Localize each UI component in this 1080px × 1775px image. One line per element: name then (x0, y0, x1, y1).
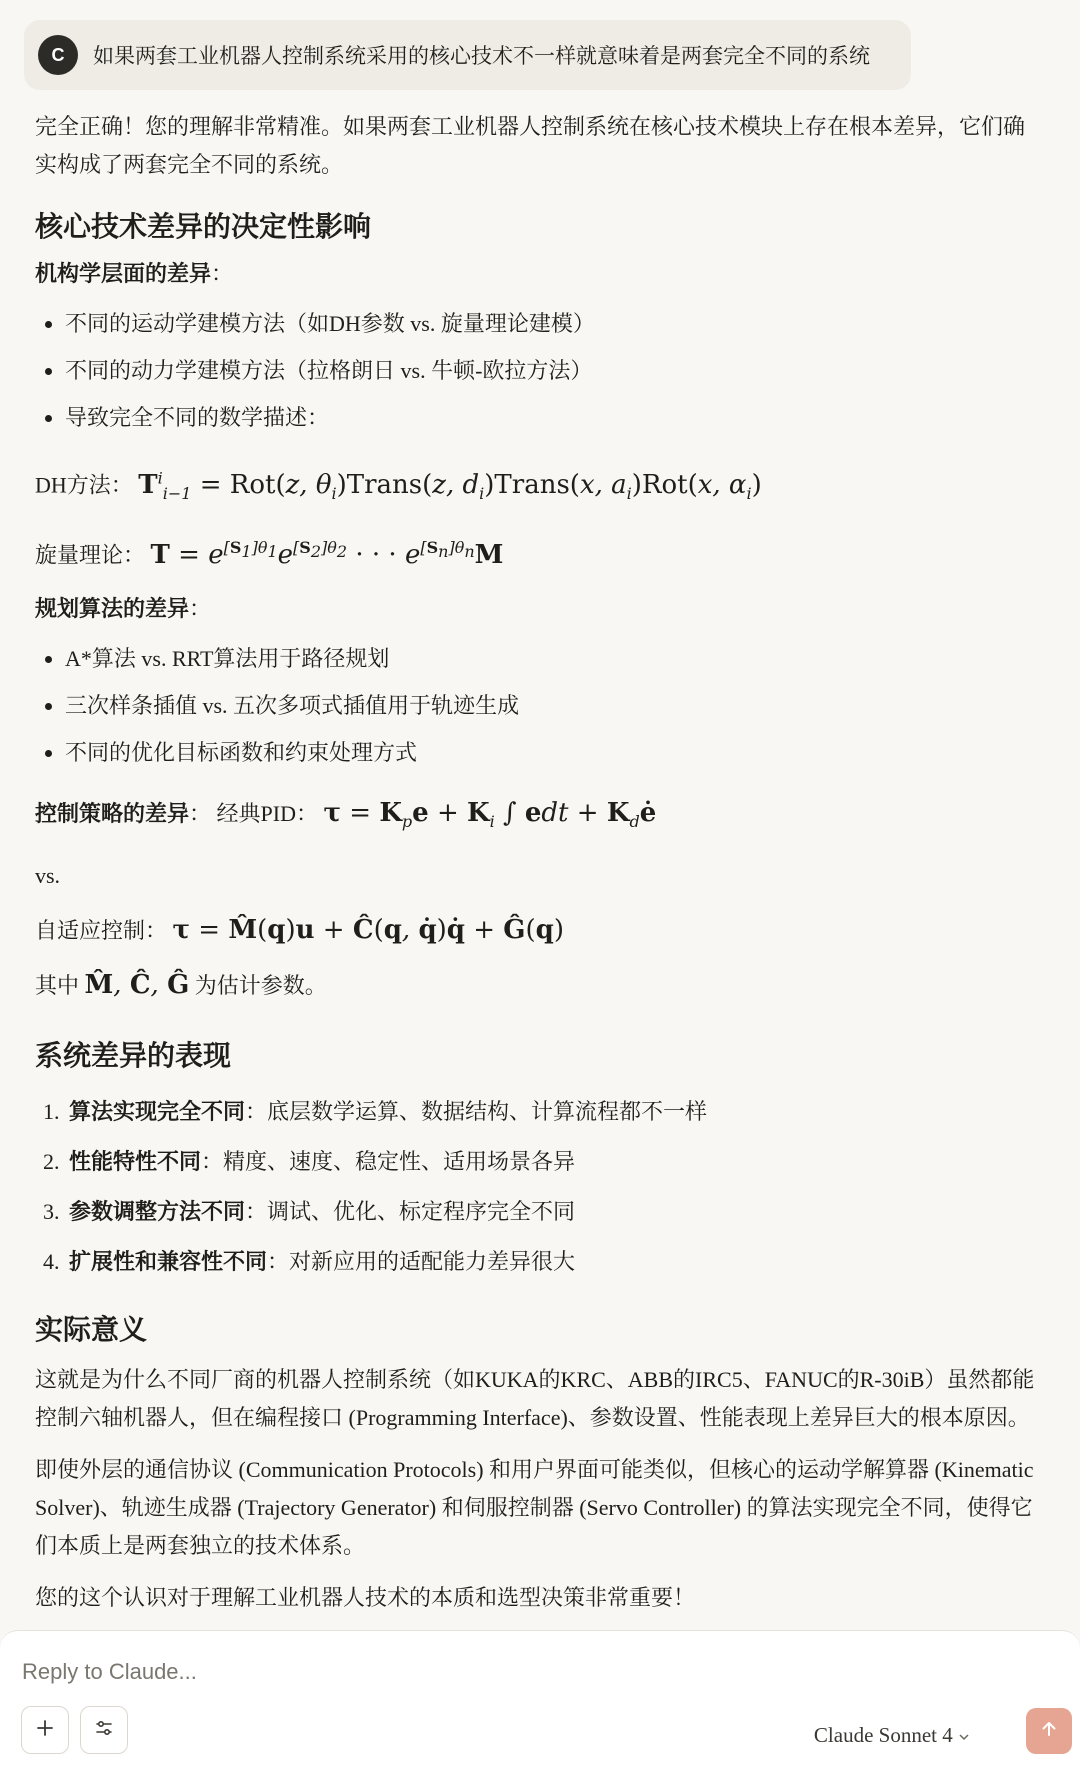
user-message-text: 如果两套工业机器人控制系统采用的核心技术不一样就意味着是两套完全不同的系统 (93, 44, 870, 68)
reply-input[interactable]: Reply to Claude... (22, 1659, 197, 1684)
intro-paragraph: 完全正确！您的理解非常精准。如果两套工业机器人控制系统在核心技术模块上存在根本差异，它们确实构成了两套完全不同的系统。 (35, 114, 1026, 177)
list-item: • 不同的优化目标函数和约束处理方式 (65, 729, 1035, 776)
list-item: • A*算法 vs. RRT算法用于路径规划 (65, 635, 1035, 682)
user-avatar: C (38, 35, 78, 75)
screw-equation: 旋量理论： $T = e^{[S_1]\theta_1}e^{[S_2]\theta_2}$ · · · $e^{[S_n]\theta_n}M$ (35, 537, 504, 570)
list-item: • 不同的运动学建模方法（如DH参数 vs. 旋量理论建模） (65, 300, 1035, 347)
vs-text: vs. (35, 862, 61, 888)
section-heading-core-diff: 核心技术差异的决定性影响 (35, 212, 372, 243)
list-item: 2. 性能特性不同：精度、速度、稳定性、适用场景各异 (65, 1137, 1035, 1187)
arrow-up-icon (1039, 1719, 1059, 1744)
assistant-response (35, 108, 1035, 1631)
control-label: 控制策略的差异 (35, 800, 190, 826)
list-item: 3. 参数调整方法不同：调试、优化、标定程序完全不同 (65, 1187, 1035, 1237)
list-item: 1. 算法实现完全不同：底层数学运算、数据结构、计算流程都不一样 (65, 1087, 1035, 1137)
reply-composer[interactable] (0, 1630, 1080, 1775)
list-item: 4. 扩展性和兼容性不同：对新应用的适配能力差异很大 (65, 1237, 1035, 1287)
paragraph: 您的这个认识对于理解工业机器人技术的本质和选型决策非常重要！ (35, 1584, 696, 1610)
paragraph: 即使外层的通信协议 (Communication Protocols) 和用户界面可能类似，但核心的运动学解算器 (Kinematic Solver)、轨迹生成器 (Trajectory Generator) 和伺服控制器 (Servo Controller) 的算法实现完全不同，使得它们本质上是两套独立的技术体系。 (35, 1456, 1034, 1558)
adaptive-equation: 自适应控制： τ = M̂(q)u + Ĉ(q, q̇)q̇ + Ĝ(q) (35, 914, 565, 945)
sliders-icon (94, 1718, 114, 1743)
dh-equation: DH方法： $T^i_{i-1} = Rot(z$, $\theta_i)Trans(z$, $d_i)Trans(x$, $a_i)Rot(x$, $\alpha_i$) (35, 468, 762, 503)
tools-button[interactable] (80, 1706, 128, 1754)
section-heading-system-diff: 系统差异的表现 (35, 1040, 232, 1072)
kinematics-label: 机构学层面的差异： (35, 261, 234, 286)
list-item: • 不同的动力学建模方法（拉格朗日 vs. 牛顿-欧拉方法） (65, 347, 1035, 394)
list-item: • 导致完全不同的数学描述： (65, 394, 1035, 441)
list-item: • 三次样条插值 vs. 五次多项式插值用于轨迹生成 (65, 682, 1035, 729)
differences-list (35, 1087, 1035, 1287)
model-selector[interactable]: Claude Sonnet 4 (814, 1723, 970, 1748)
send-button[interactable] (1026, 1708, 1072, 1754)
chevron-down-icon (958, 1723, 970, 1747)
planning-list (35, 635, 1035, 776)
pid-equation: 控制策略的差异： 经典PID： $\tau = K_pe + K_i$ ∫ edt + $K_dė$ (35, 797, 657, 831)
kinematics-list (35, 300, 1035, 441)
planning-label: 规划算法的差异： (35, 595, 212, 621)
paragraph: 这就是为什么不同厂商的机器人控制系统（如KUKA的KRC、ABB的IRC5、FANUC的R-30iB）虽然都能控制六轴机器人，但在编程接口 (Programming Interface)、参数设置、性能表现上差异巨大的根本原因。 (35, 1366, 1035, 1430)
add-button[interactable] (21, 1706, 69, 1754)
plus-icon (35, 1718, 55, 1743)
section-heading-practical: 实际意义 (35, 1314, 148, 1346)
estimate-note: 其中 M̂, Ĉ, Ĝ 为估计参数。 (35, 969, 327, 1000)
user-message-bubble (24, 20, 911, 90)
